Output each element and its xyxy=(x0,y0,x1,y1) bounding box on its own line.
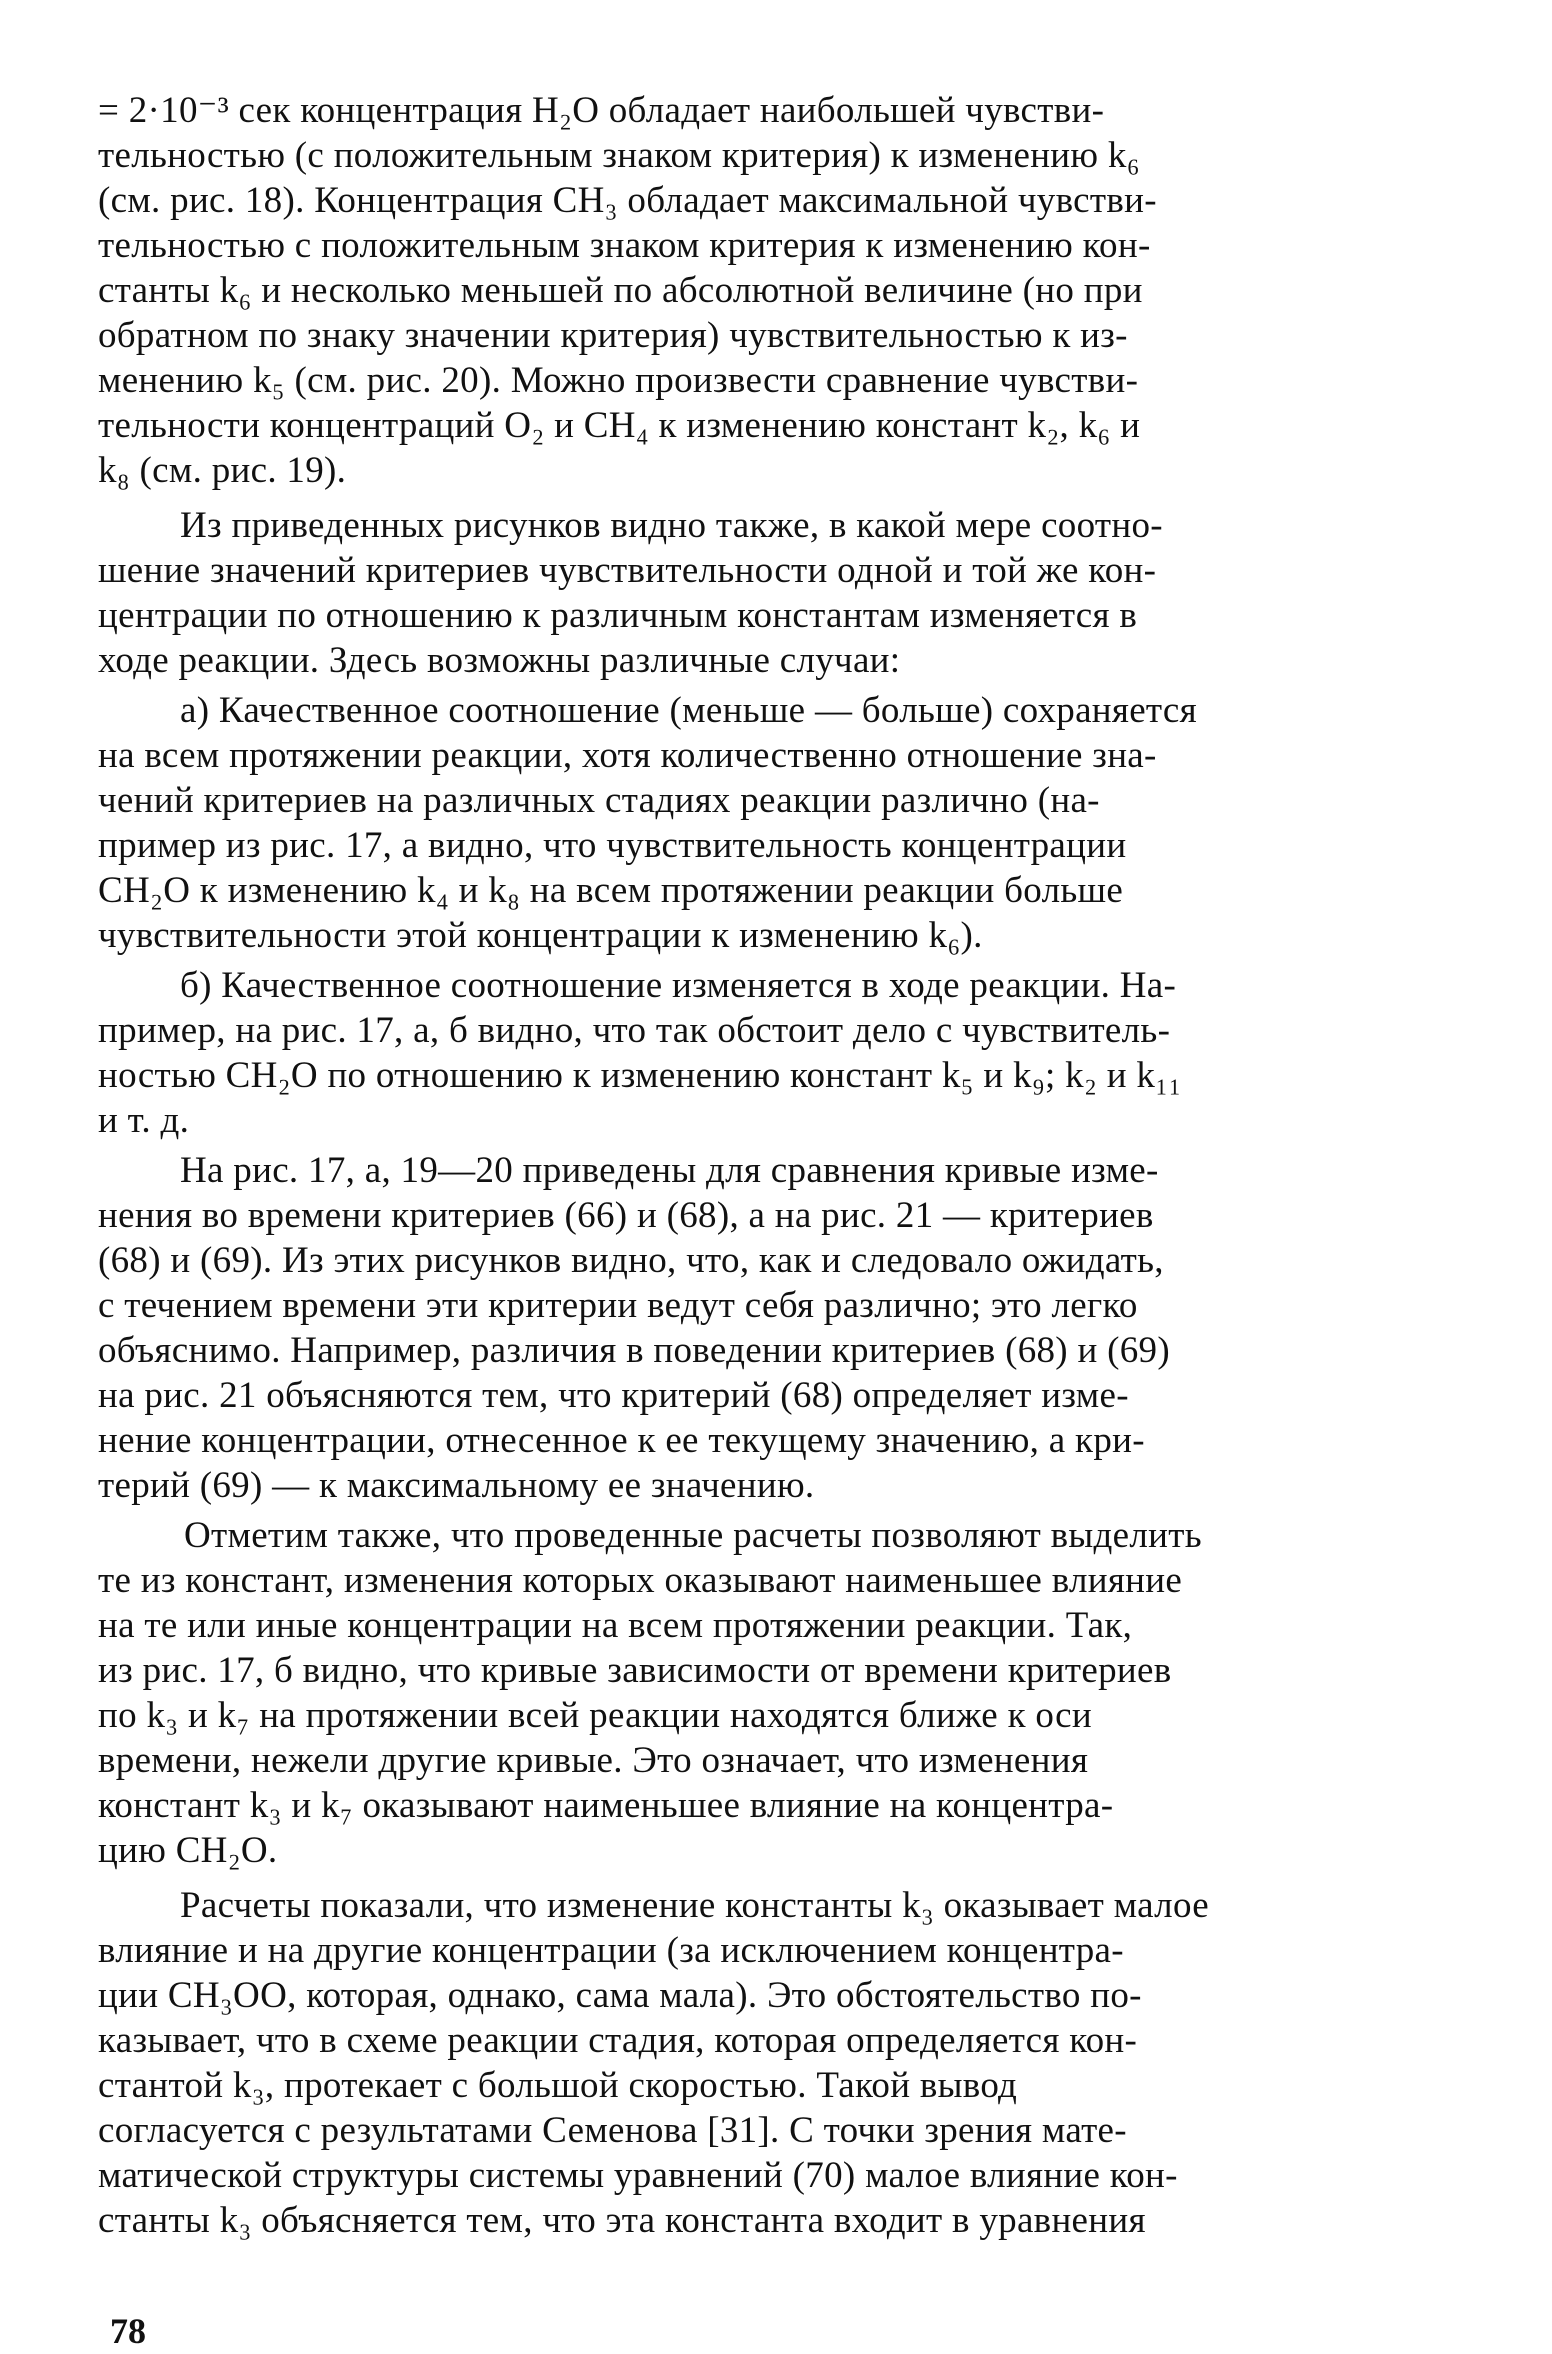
text-line: станты k₆ и несколько меньшей по абсолютной величине (но при xyxy=(98,270,1143,311)
text-line: те из констант, изменения которых оказывают наименьшее влияние xyxy=(98,1560,1183,1601)
text-line: k₈ (см. рис. 19). xyxy=(98,450,347,491)
text-line: станты k₃ объясняется тем, что эта константа входит в уравнения xyxy=(98,2200,1146,2241)
text-line: нение концентрации, отнесенное к ее текущему значению, а кри- xyxy=(98,1420,1145,1461)
text-line: и т. д. xyxy=(98,1100,190,1141)
text-line: матической структуры системы уравнений (70) малое влияние кон- xyxy=(98,2155,1178,2196)
list-item-a-line: а) Качественное соотношение (меньше — больше) сохраняется xyxy=(180,690,1197,731)
paragraph-start-line: Отметим также, что проведенные расчеты позволяют выделить xyxy=(184,1515,1202,1556)
paragraph-start-line: На рис. 17, а, 19—20 приведены для сравнения кривые изме- xyxy=(180,1150,1159,1191)
text-line: пример из рис. 17, а видно, что чувствительность концентрации xyxy=(98,825,1127,866)
text-line: менению k₅ (см. рис. 20). Можно произвести сравнение чувстви- xyxy=(98,360,1139,401)
text-line: казывает, что в схеме реакции стадия, которая определяется кон- xyxy=(98,2020,1138,2061)
text-line: по k₃ и k₇ на протяжении всей реакции находятся ближе к оси xyxy=(98,1695,1092,1736)
text-line: на рис. 21 объясняются тем, что критерий (68) определяет изме- xyxy=(98,1375,1129,1416)
text-line: чений критериев на различных стадиях реакции различно (на- xyxy=(98,780,1100,821)
text-line: влияние и на другие концентрации (за исключением концентра- xyxy=(98,1930,1124,1971)
text-line: времени, нежели другие кривые. Это означает, что изменения xyxy=(98,1740,1089,1781)
text-line: объяснимо. Например, различия в поведении критериев (68) и (69) xyxy=(98,1330,1170,1371)
text-line: чувствительности этой концентрации к изменению k₆). xyxy=(98,915,983,956)
paragraph-start-line: Из приведенных рисунков видно также, в какой мере соотно- xyxy=(180,505,1163,546)
text-line: на всем протяжении реакции, хотя количественно отношение зна- xyxy=(98,735,1157,776)
page-number: 78 xyxy=(110,2311,146,2351)
text-line: нения во времени критериев (66) и (68), а на рис. 21 — критериев xyxy=(98,1195,1154,1236)
text-line: пример, на рис. 17, а, б видно, что так обстоит дело с чувствитель- xyxy=(98,1010,1171,1051)
text-line: (см. рис. 18). Концентрация CH₃ обладает максимальной чувстви- xyxy=(98,180,1157,221)
text-line: тельностью (с положительным знаком критерия) к изменению k₆ xyxy=(98,135,1140,176)
text-line: тельностью с положительным знаком критерия к изменению кон- xyxy=(98,225,1151,266)
text-line: на те или иные концентрации на всем протяжении реакции. Так, xyxy=(98,1605,1133,1646)
page-body xyxy=(98,88,1464,2351)
text-line: ции CH₃OO, которая, однако, сама мала). Это обстоятельство по- xyxy=(98,1975,1142,2016)
list-item-b-line: б) Качественное соотношение изменяется в ходе реакции. На- xyxy=(180,965,1177,1006)
text-line: CH₂O к изменению k₄ и k₈ на всем протяжении реакции больше xyxy=(98,870,1124,911)
text-line: цию CH₂O. xyxy=(98,1830,278,1871)
text-line: согласуется с результатами Семенова [31]. С точки зрения мате- xyxy=(98,2110,1127,2151)
text-line: из рис. 17, б видно, что кривые зависимости от времени критериев xyxy=(98,1650,1172,1691)
text-line: тельности концентраций O₂ и CH₄ к изменению констант k₂, k₆ и xyxy=(98,405,1141,446)
text-line: ностью CH₂O по отношению к изменению констант k₅ и k₉; k₂ и k₁₁ xyxy=(98,1055,1182,1096)
text-line: с течением времени эти критерии ведут себя различно; это легко xyxy=(98,1285,1138,1326)
text-line: стантой k₃, протекает с большой скоростью. Такой вывод xyxy=(98,2065,1018,2106)
text-line: ходе реакции. Здесь возможны различные случаи: xyxy=(98,640,901,681)
text-line: шение значений критериев чувствительности одной и той же кон- xyxy=(98,550,1157,591)
paragraph-start-line: Расчеты показали, что изменение константы k₃ оказывает малое xyxy=(180,1885,1209,1926)
text-line: констант k₃ и k₇ оказывают наименьшее влияние на концентра- xyxy=(98,1785,1114,1826)
text-line: обратном по знаку значении критерия) чувствительностью к из- xyxy=(98,315,1128,356)
text-line: центрации по отношению к различным константам изменяется в xyxy=(98,595,1138,636)
text-line: терий (69) — к максимальному ее значению. xyxy=(98,1465,815,1506)
text-line: (68) и (69). Из этих рисунков видно, что, как и следовало ожидать, xyxy=(98,1240,1164,1281)
text-line: = 2·10⁻³ сек концентрация H₂O обладает наибольшей чувстви- xyxy=(98,90,1105,131)
